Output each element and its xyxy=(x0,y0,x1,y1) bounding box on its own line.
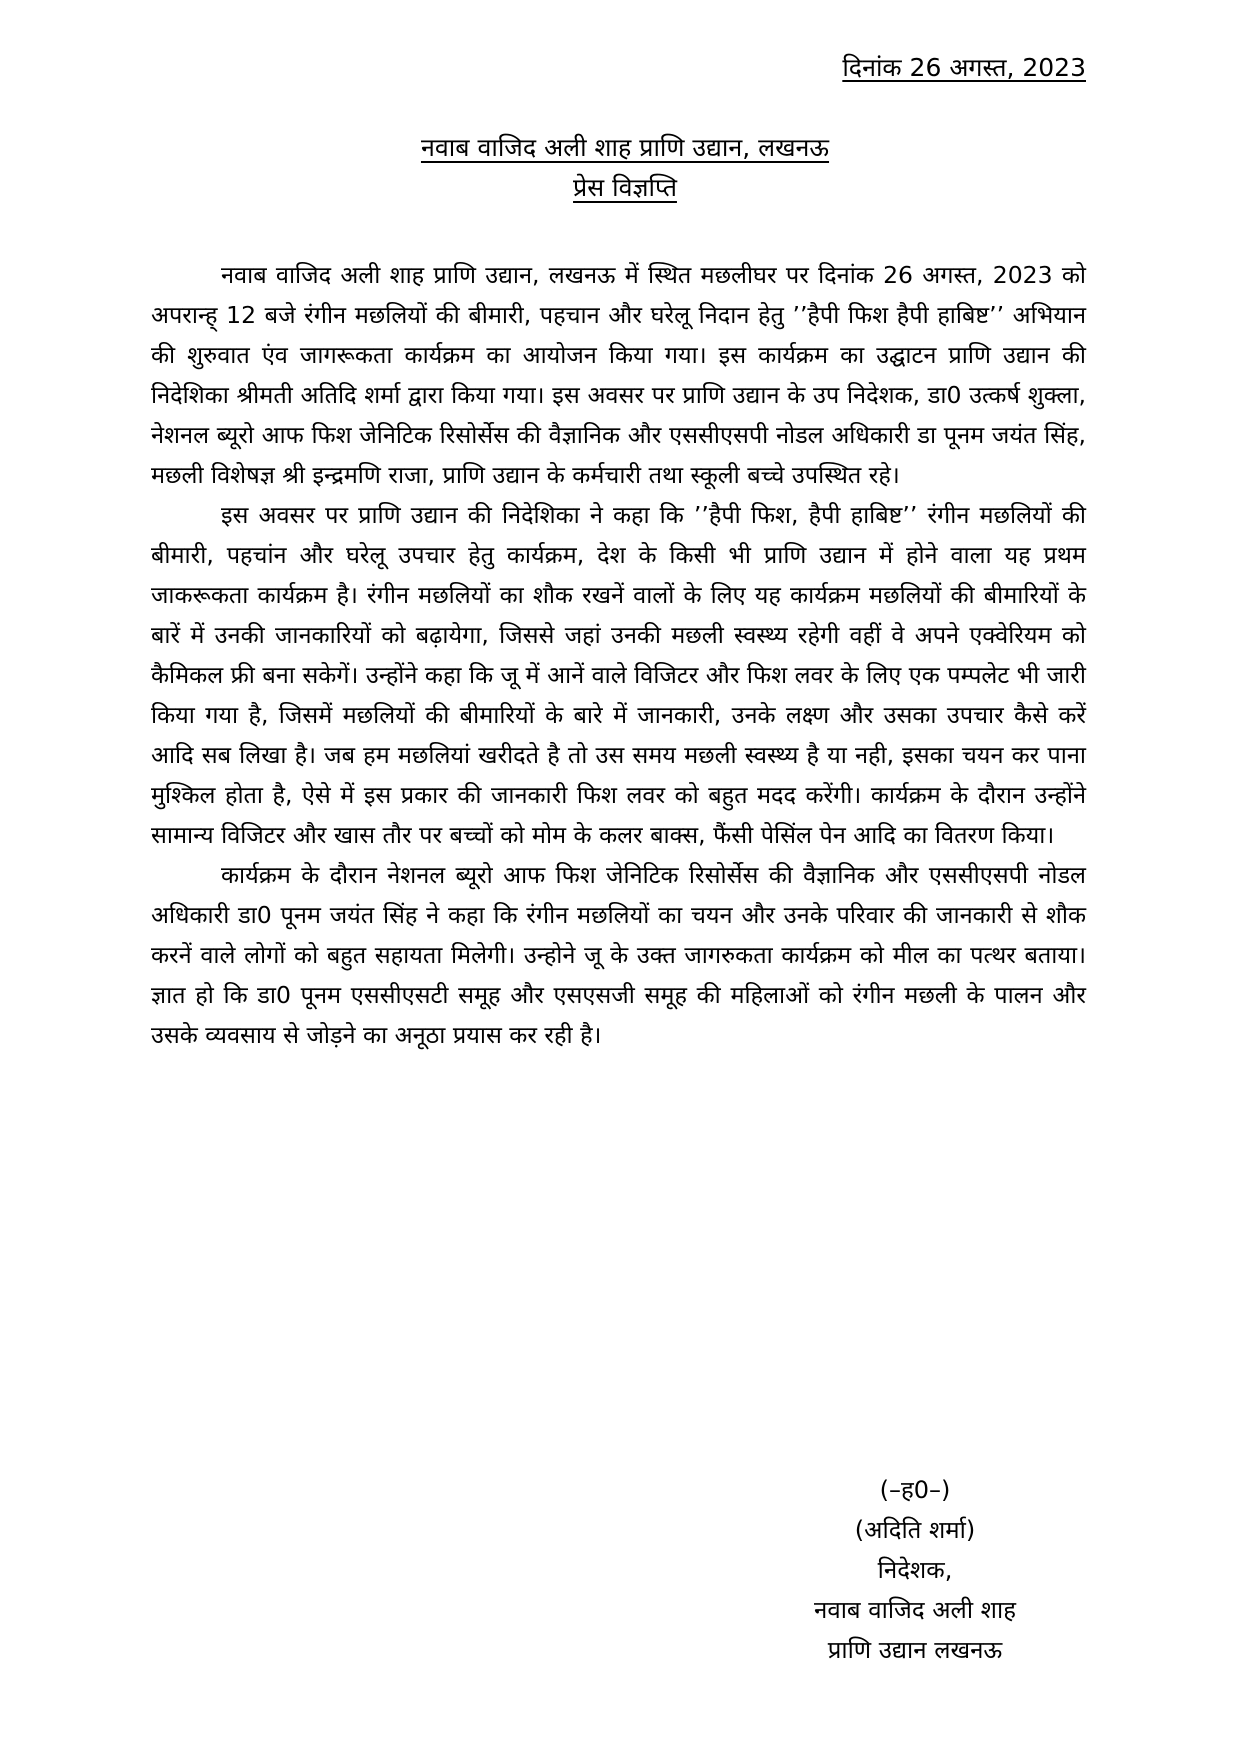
signatory-org-line1: नवाब वाजिद अली शाह xyxy=(814,1596,1016,1624)
signature-block xyxy=(765,1470,1065,1670)
release-body xyxy=(151,255,1086,1055)
paragraph-2: इस अवसर पर प्राणि उद्यान की निदेशिका ने कहा कि ’’हैपी फिश, हैपी हाबिष्ट’’ रंगीन मछलियों की बीमारी, पहचांन और घरेलू उपचार हेतु कार्यक्रम, देश के किसी भी प्राणि उद्यान में होने वाला यह प्रथम जाकरूकता कार्यक्रम है। रंगीन मछलियों का शौक रखनें वालों के लिए यह कार्यक्रम मछलियों की बीमारियों के बारें में उनकी जानकारियों को बढ़ायेगा, जिससे जहां उनकी मछली स्वस्थ्य रहेगी वहीं वे अपने एक्वेरियम को कैमिकल फ्री बना सकेगें। उन्होंने कहा कि जू में आनें वाले विजिटर और फिश लवर के लिए एक पम्पलेट भी जारी किया गया है, जिसमें मछलियों की बीमारियों के बारे में जानकारी, उनके लक्ष्ण और उसका उपचार कैसे करें आदि सब लिखा है। जब हम मछलियां खरीदते है तो उस समय मछली स्वस्थ्य है या नही, इसका चयन कर पाना मुश्किल होता है, ऐसे में इस प्रकार की जानकारी फिश लवर को बहुत मदद करेंगी। कार्यक्रम के दौरान उन्होंने सामान्य विजिटर और खास तौर पर बच्चों को मोम के कलर बाक्स, फैंसी पेसिंल पेन आदि का वितरण किया। xyxy=(151,501,1086,849)
release-date: दिनांक 26 अगस्त, 2023 xyxy=(842,53,1086,82)
document-heading xyxy=(160,128,1090,208)
organization-title: नवाब वाजिद अली शाह प्राणि उद्यान, लखनऊ xyxy=(420,133,830,162)
press-release-title-line xyxy=(160,168,1090,208)
organization-title-line xyxy=(160,128,1090,168)
paragraph-3: कार्यक्रम के दौरान नेशनल ब्यूरो आफ फिश जेनिटिक रिसोर्सेस की वैज्ञानिक और एससीएसपी नोडल अधिकारी डा0 पूनम जयंत सिंह ने कहा कि रंगीन मछलियों का चयन और उनके परिवार की जानकारी से शौक करनें वाले लोगों को बहुत सहायता मिलेगी। उन्होने जू के उक्त जागरुकता कार्यक्रम को मील का पत्थर बताया। ज्ञात हो कि डा0 पूनम एससीएसटी समूह और एसएसजी समूह की महिलाओं को रंगीन मछली के पालन और उसके व्यवसाय से जोड़ने का अनूठा प्रयास कर रही है। xyxy=(151,861,1086,1049)
signatory-designation: निदेशक, xyxy=(877,1556,953,1584)
signed-mark: (–ह0–) xyxy=(879,1476,951,1504)
paragraph-1: नवाब वाजिद अली शाह प्राणि उद्यान, लखनऊ में स्थित मछलीघर पर दिनांक 26 अगस्त, 2023 को अपरान्ह् 12 बजे रंगीन मछलियों की बीमारी, पहचान और घरेलू निदान हेतु ’’हैपी फिश हैपी हाबिष्ट’’ अभियान की शुरुवात एंव जागरूकता कार्यक्रम का आयोजन किया गया। इस कार्यक्रम का उद्घाटन प्राणि उद्यान की निदेशिका श्रीमती अतिदि शर्मा द्वारा किया गया। इस अवसर पर प्राणि उद्यान के उप निदेशक, डा0 उत्कर्ष शुक्ला, नेशनल ब्यूरो आफ फिश जेनिटिक रिसोर्सेस की वैज्ञानिक और एससीएसपी नोडल अधिकारी डा पूनम जयंत सिंह, मछली विशेषज्ञ श्री इन्द्रमणि राजा, प्राणि उद्यान के कर्मचारी तथा स्कूली बच्चे उपस्थित रहे। xyxy=(151,261,1086,489)
press-release-title: प्रेस विज्ञप्ति xyxy=(573,173,677,202)
signatory-org-line2: प्राणि उद्यान लखनऊ xyxy=(827,1636,1003,1664)
signatory-name: (अदिति शर्मा) xyxy=(854,1516,976,1544)
